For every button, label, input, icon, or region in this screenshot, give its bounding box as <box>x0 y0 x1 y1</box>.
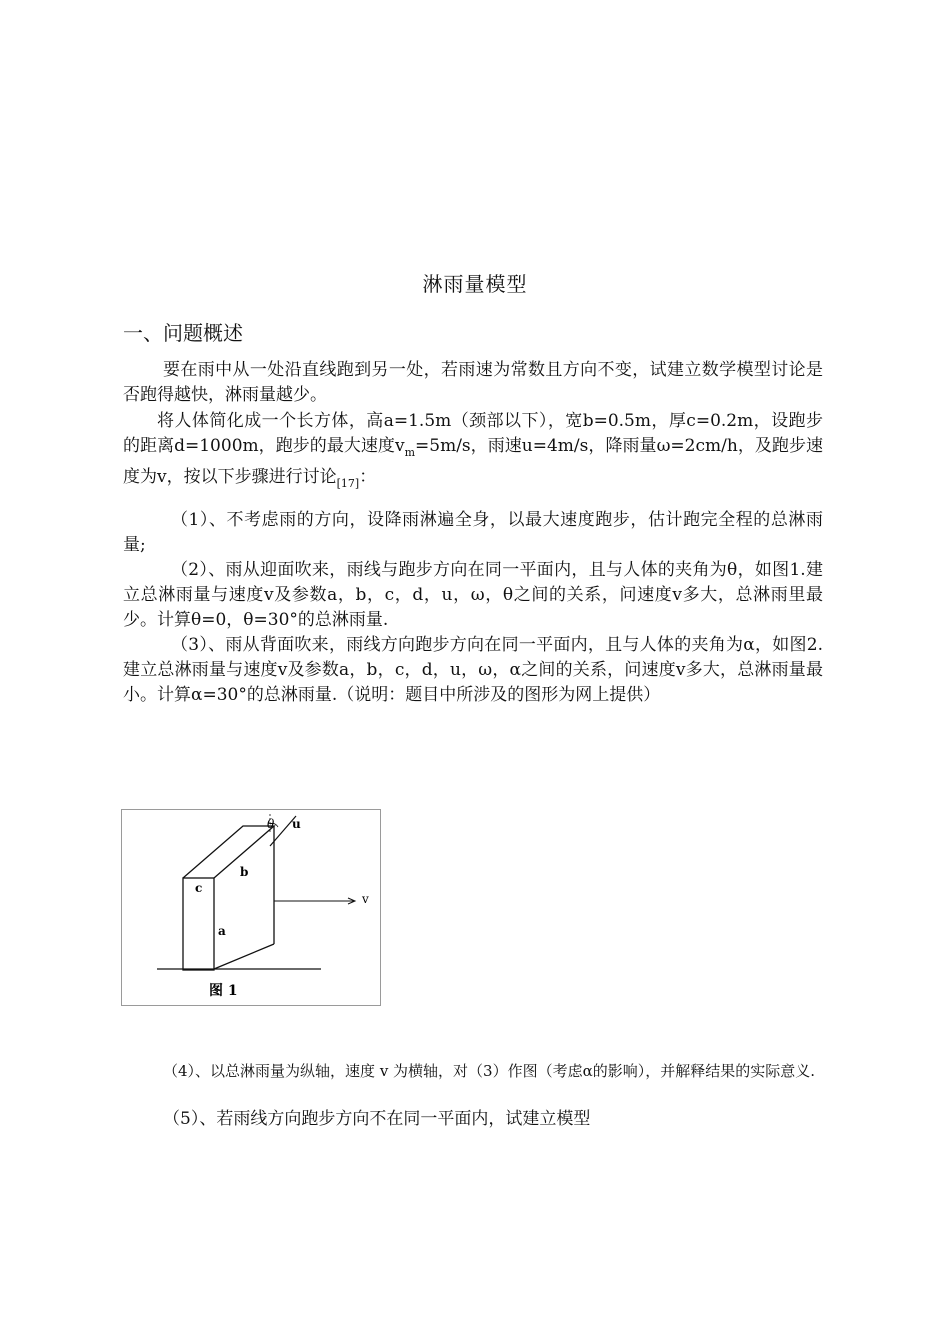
document-title: 淋雨量模型 <box>422 272 528 296</box>
item-4: （4）、以总淋雨量为纵轴，速度 v 为横轴，对（3）作图（考虑α的影响），并解释结果的实际意义. <box>163 1062 815 1080</box>
item-2: （2）、雨从迎面吹来，雨线与跑步方向在同一平面内，且与人体的夹角为θ，如图1.建立总淋雨量与速度v及参数a，b，c，d，u，ω，θ之间的关系，问速度v多大，总淋雨里最少。计算θ=0，θ=30°的总淋雨量. <box>123 560 823 630</box>
c-label: c <box>195 881 203 895</box>
item-1: （1）、不考虑雨的方向，设降雨淋遍全身，以最大速度跑步，估计跑完全程的总淋雨量; <box>123 510 823 555</box>
v-label: v <box>362 892 369 906</box>
figure-1 <box>121 809 381 1006</box>
b-label: b <box>240 865 249 879</box>
parameters-text-a: 将人体简化成一个长方体，高a=1.5m（颈部以下），宽b=0.5m，厚c=0.2m，设跑步的距离d=1000m，跑步的最大速度v <box>123 411 823 456</box>
a-label: a <box>218 924 226 938</box>
vm-subscript: m <box>404 446 416 459</box>
u-label: u <box>292 817 301 831</box>
paragraph-intro: 要在雨中从一处沿直线跑到另一处，若雨速为常数且方向不变，试建立数学模型讨论是否跑得越快，淋雨量越少。 <box>123 360 823 405</box>
parameters-text-c: ： <box>359 467 377 487</box>
section-heading: 一、问题概述 <box>123 321 243 345</box>
figure-1-drawing <box>122 810 380 1005</box>
item-3: （3）、雨从背面吹来，雨线方向跑步方向在同一平面内，且与人体的夹角为α，如图2.建立总淋雨量与速度v及参数a，b，c，d，u，ω，α之间的关系，问速度v多大，总淋雨量最小。计算α=30°的总淋雨量.（说明：题目中所涉及的图形为网上提供） <box>123 635 823 705</box>
reference-citation: [17] <box>336 477 360 490</box>
item-5: （5）、若雨线方向跑步方向不在同一平面内，试建立模型 <box>163 1109 591 1129</box>
box-bottom-edge <box>214 944 274 969</box>
paragraph-parameters <box>123 409 823 496</box>
parameters-text-b: =5m/s，雨速u=4m/s，降雨量ω=2cm/h，及跑步速度为v，按以下步骤进行讨论 <box>123 436 823 487</box>
theta-label: θ <box>267 817 275 831</box>
figure-caption: 图 1 <box>209 983 238 999</box>
box-top-face <box>183 826 274 878</box>
